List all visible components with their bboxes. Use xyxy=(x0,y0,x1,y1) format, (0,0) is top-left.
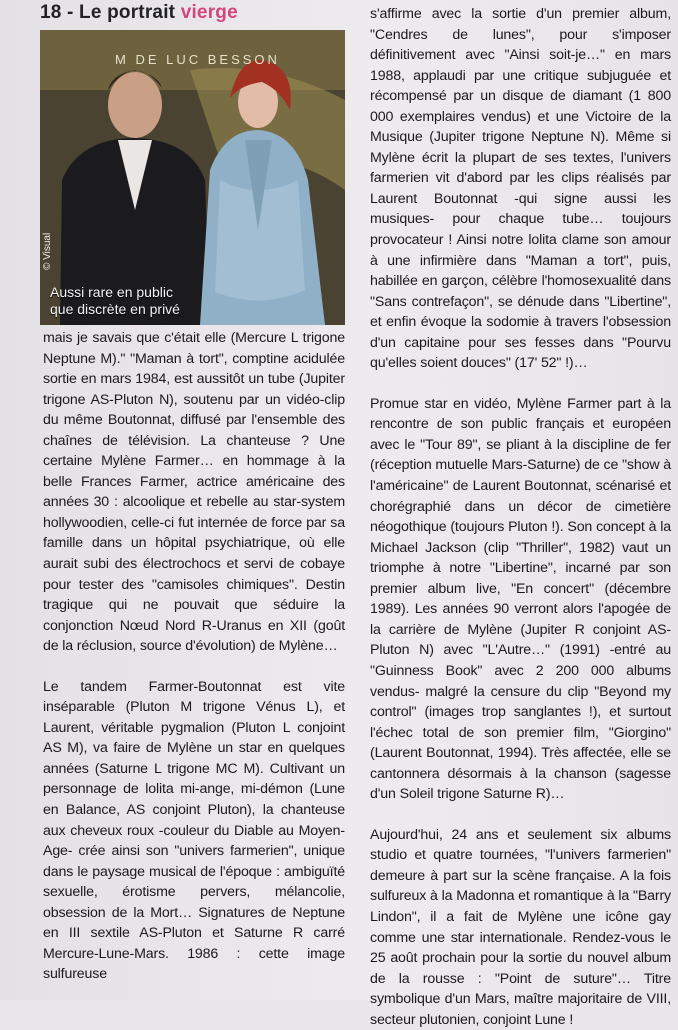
portrait-photo xyxy=(40,30,345,325)
right-paragraph-3: Aujourd'hui, 24 ans et seulement six albums studio et quatre tournées, "l'univers farmerien" demeure à part sur la scène française. A la fois sulfureux à la Madonna et romantique à la "Barry Lindon", il a fait de Mylène une icône gay comme une star internationale. Rendez-vous le 25 août prochain pour la sortie du nouvel album de la rousse : "Point de suture"… Titre symbolique d'un Mars, maître majoritaire de VIII, secteur plutonien, conjoint Lune ! xyxy=(370,826,671,1028)
right-column xyxy=(370,4,671,1030)
header-sign: vierge xyxy=(180,2,238,23)
left-paragraph-2: Le tandem Farmer-Boutonnat est vite inséparable (Pluton M trigone Vénus L), et Laurent, véritable pygmalion (Pluton L conjoint AS M), va faire de Mylène un star en quelques années (Saturne L trigone MC M). Cultivant un personnage de lolita mi-ange, mi-démon (Lune en Balance, AS conjoint Pluton), la chanteuse aux cheveux roux -couleur du Diable au Moyen-Age- crée ainsi son "univers farmerien", unique dans le paysage musical de l'époque : ambiguïté sexuelle, érotisme pervers, mélancolie, obsession de la Mort… Signatures de Neptune en III sextile AS-Pluton et Saturne R carré Mercure-Lune-Mars. 1986 : cette image sulfureuse xyxy=(43,678,345,983)
page-header xyxy=(40,2,238,30)
right-paragraph-1: s'affirme avec la sortie d'un premier album, "Cendres de lunes", pour s'imposer définitivement avec "Ainsi soit-je…" en mars 1988, applaudi par une critique subjuguée et récompensé par un disque de diamant (1 800 000 exemplaires vendus) et une Victoire de la Musique (Jupiter trigone Neptune N). Même si Mylène écrit la plupart de ses textes, l'univers farmerien vit d'abord par les clips réalisés par Laurent Boutonnat -qui signe aussi les musiques- pour chaque tube… toujours provocateur ! Ainsi notre lolita clame son amour à une infirmière dans "Maman a tort", puis, habillée en garçon, célèbre l'homosexualité dans "Sans contrefaçon", se dénude dans "Libertine", et enfin évoque la sodomie à travers l'obsession d'un capitaine pour ses fesses dans "Pourvu qu'elles soient douces" (17' 52" !)… xyxy=(370,6,671,372)
header-dash: - xyxy=(67,2,74,23)
page-number: 18 xyxy=(40,2,62,23)
photo-caption xyxy=(50,284,250,318)
photo-credit: © Visual xyxy=(42,232,53,270)
header-title: Le portrait xyxy=(79,2,176,23)
left-column xyxy=(43,328,345,985)
left-paragraph-1: mais je savais que c'était elle (Mercure L trigone Neptune M)." "Maman à tort", comptine acidulée sortie en mars 1984, est aussitôt un tube (Jupiter trigone AS-Pluton N), soutenu par un vidéo-clip du même Boutonnat, diffusé par l'ensemble des chaînes de télévision. La chanteuse ? Une certaine Mylène Farmer… en hommage à la belle Frances Farmer, actrice américaine des années 30 : alcoolique et rebelle au star-system hollywoodien, celle-ci fut internée de force par sa famille dans un hôpital psychiatrique, où elle aurait subi des électrochocs et servi de cobaye pour tester des "camisoles chimiques". Destin tragique qui ne pouvait que séduire la conjonction Nœud Nord R-Uranus en XII (goût de la réclusion, source d'évolution) de Mylène… xyxy=(43,330,345,655)
caption-line-2: que discrète en privé xyxy=(50,301,180,317)
photo-illustration xyxy=(40,30,345,325)
right-paragraph-2: Promue star en vidéo, Mylène Farmer part à la rencontre de son public français et européen avec le "Tour 89", se pliant à la discipline de fer (réception mutuelle Mars-Saturne) de ce "show à l'américaine" de Laurent Boutonnat, scénarisé et chorégraphié dans un décor de cimetière néogothique (toujours Pluton !). Son concept à la Michael Jackson (clip "Thriller", 1982) vaut un triomphe à notre "Libertine", incarné par son premier album live, "En concert" (décembre 1989). Les années 90 verront alors l'apogée de la carrière de Mylène (Jupiter R conjoint AS-Pluton N) avec "L'Autre…" (1991) -entré au "Guinness Book" avec 2 200 000 albums vendus- malgré la censure du clip "Beyond my control" (images trop sanglantes !), et surtout l'échec total de son premier film, "Giorgino" (Laurent Boutonnat, 1994). Très affectée, elle se cantonnera désormais à la chanson (sagesse d'un Soleil trigone Saturne R)… xyxy=(370,395,671,803)
caption-line-1: Aussi rare en public xyxy=(50,284,173,300)
photo-banner-text: M DE LUC BESSON xyxy=(115,52,280,67)
